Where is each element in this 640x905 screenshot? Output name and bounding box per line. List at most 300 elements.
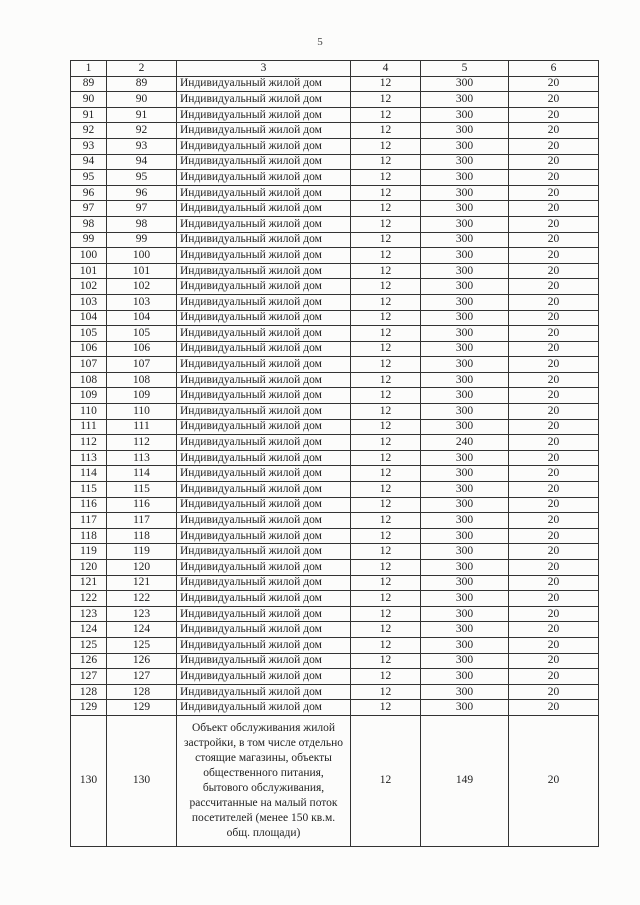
cell-description: Индивидуальный жилой дом (177, 435, 351, 451)
cell-col5: 300 (421, 170, 509, 186)
cell-description: Индивидуальный жилой дом (177, 279, 351, 295)
table-row (71, 466, 599, 482)
cell-index: 129 (107, 700, 177, 716)
table-row (71, 435, 599, 451)
cell-col4: 12 (351, 513, 421, 529)
header-cell: 5 (421, 61, 509, 77)
cell-col4: 12 (351, 138, 421, 154)
cell-index: 123 (107, 606, 177, 622)
cell-col5: 300 (421, 544, 509, 560)
cell-number: 122 (71, 591, 107, 607)
cell-description: Индивидуальный жилой дом (177, 154, 351, 170)
cell-col6: 20 (509, 700, 599, 716)
cell-number: 110 (71, 404, 107, 420)
cell-col6: 20 (509, 591, 599, 607)
cell-col6: 20 (509, 513, 599, 529)
cell-col5: 300 (421, 92, 509, 108)
cell-col4: 12 (351, 123, 421, 139)
cell-index: 114 (107, 466, 177, 482)
cell-description: Индивидуальный жилой дом (177, 637, 351, 653)
table-row (71, 92, 599, 108)
cell-col6: 20 (509, 185, 599, 201)
table-row (71, 248, 599, 264)
cell-col6: 20 (509, 450, 599, 466)
cell-col5: 300 (421, 419, 509, 435)
table-row (71, 279, 599, 295)
cell-description: Индивидуальный жилой дом (177, 263, 351, 279)
cell-index: 127 (107, 669, 177, 685)
cell-description: Индивидуальный жилой дом (177, 170, 351, 186)
table-row (71, 216, 599, 232)
cell-col4: 12 (351, 404, 421, 420)
cell-col6: 20 (509, 482, 599, 498)
cell-number: 115 (71, 482, 107, 498)
cell-col5: 300 (421, 263, 509, 279)
cell-description: Индивидуальный жилой дом (177, 684, 351, 700)
cell-col4: 12 (351, 450, 421, 466)
cell-col4: 12 (351, 279, 421, 295)
cell-description: Объект обслуживания жилой застройки, в том числе отдельно стоящие магазины, объекты общественного питания, бытового обслуживания, рассчитанные на малый поток посетителей (менее 150 кв.м. общ. площади) (177, 715, 351, 846)
cell-col6: 20 (509, 170, 599, 186)
table-row (71, 591, 599, 607)
cell-description: Индивидуальный жилой дом (177, 497, 351, 513)
table-row (71, 123, 599, 139)
cell-col5: 149 (421, 715, 509, 846)
cell-col5: 300 (421, 404, 509, 420)
cell-col4: 12 (351, 216, 421, 232)
cell-number: 119 (71, 544, 107, 560)
cell-number: 95 (71, 170, 107, 186)
cell-col6: 20 (509, 154, 599, 170)
cell-number: 128 (71, 684, 107, 700)
cell-index: 119 (107, 544, 177, 560)
cell-col5: 240 (421, 435, 509, 451)
table-row (71, 450, 599, 466)
cell-col4: 12 (351, 653, 421, 669)
cell-col4: 12 (351, 294, 421, 310)
table-row (71, 606, 599, 622)
cell-number: 129 (71, 700, 107, 716)
cell-number: 101 (71, 263, 107, 279)
cell-col5: 300 (421, 388, 509, 404)
cell-col6: 20 (509, 435, 599, 451)
cell-col4: 12 (351, 154, 421, 170)
cell-col6: 20 (509, 326, 599, 342)
cell-col5: 300 (421, 232, 509, 248)
cell-col5: 300 (421, 528, 509, 544)
cell-col4: 12 (351, 76, 421, 92)
cell-col6: 20 (509, 622, 599, 638)
table-row (71, 637, 599, 653)
table-row (71, 419, 599, 435)
cell-col5: 300 (421, 201, 509, 217)
cell-description: Индивидуальный жилой дом (177, 466, 351, 482)
cell-number: 97 (71, 201, 107, 217)
cell-col6: 20 (509, 560, 599, 576)
cell-index: 128 (107, 684, 177, 700)
table-row (71, 310, 599, 326)
table-row (71, 76, 599, 92)
header-cell: 4 (351, 61, 421, 77)
cell-index: 126 (107, 653, 177, 669)
cell-col6: 20 (509, 544, 599, 560)
cell-col6: 20 (509, 310, 599, 326)
cell-number: 100 (71, 248, 107, 264)
cell-number: 130 (71, 715, 107, 846)
cell-number: 107 (71, 357, 107, 373)
cell-number: 92 (71, 123, 107, 139)
cell-number: 90 (71, 92, 107, 108)
cell-col4: 12 (351, 326, 421, 342)
cell-col4: 12 (351, 622, 421, 638)
cell-col5: 300 (421, 294, 509, 310)
cell-number: 108 (71, 372, 107, 388)
cell-col6: 20 (509, 669, 599, 685)
cell-number: 127 (71, 669, 107, 685)
cell-number: 93 (71, 138, 107, 154)
table-row (71, 138, 599, 154)
cell-index: 90 (107, 92, 177, 108)
cell-number: 120 (71, 560, 107, 576)
cell-number: 112 (71, 435, 107, 451)
cell-col4: 12 (351, 637, 421, 653)
cell-col4: 12 (351, 107, 421, 123)
cell-col4: 12 (351, 419, 421, 435)
cell-col6: 20 (509, 341, 599, 357)
cell-description: Индивидуальный жилой дом (177, 185, 351, 201)
cell-col4: 12 (351, 715, 421, 846)
cell-description: Индивидуальный жилой дом (177, 310, 351, 326)
cell-number: 102 (71, 279, 107, 295)
cell-index: 116 (107, 497, 177, 513)
cell-index: 112 (107, 435, 177, 451)
cell-col6: 20 (509, 232, 599, 248)
table-row (71, 575, 599, 591)
cell-description: Индивидуальный жилой дом (177, 513, 351, 529)
cell-col5: 300 (421, 450, 509, 466)
cell-number: 99 (71, 232, 107, 248)
cell-col5: 300 (421, 513, 509, 529)
table-row (71, 544, 599, 560)
cell-col4: 12 (351, 528, 421, 544)
cell-index: 109 (107, 388, 177, 404)
cell-col4: 12 (351, 606, 421, 622)
table-row (71, 560, 599, 576)
cell-col6: 20 (509, 528, 599, 544)
table-row (71, 263, 599, 279)
cell-col5: 300 (421, 560, 509, 576)
cell-col6: 20 (509, 138, 599, 154)
cell-col4: 12 (351, 591, 421, 607)
cell-number: 94 (71, 154, 107, 170)
table-row (71, 201, 599, 217)
cell-col5: 300 (421, 154, 509, 170)
table-row (71, 107, 599, 123)
cell-number: 123 (71, 606, 107, 622)
table-row (71, 341, 599, 357)
cell-col5: 300 (421, 310, 509, 326)
table-header-row (71, 61, 599, 77)
cell-col5: 300 (421, 279, 509, 295)
cell-col4: 12 (351, 263, 421, 279)
table-row (71, 700, 599, 716)
table-row (71, 294, 599, 310)
cell-col6: 20 (509, 419, 599, 435)
cell-col6: 20 (509, 107, 599, 123)
cell-description: Индивидуальный жилой дом (177, 92, 351, 108)
cell-description: Индивидуальный жилой дом (177, 248, 351, 264)
cell-number: 91 (71, 107, 107, 123)
cell-number: 103 (71, 294, 107, 310)
cell-col6: 20 (509, 715, 599, 846)
cell-number: 98 (71, 216, 107, 232)
cell-description: Индивидуальный жилой дом (177, 294, 351, 310)
cell-col6: 20 (509, 357, 599, 373)
cell-index: 95 (107, 170, 177, 186)
cell-index: 124 (107, 622, 177, 638)
table-row (71, 622, 599, 638)
cell-col4: 12 (351, 544, 421, 560)
cell-description: Индивидуальный жилой дом (177, 450, 351, 466)
cell-col6: 20 (509, 263, 599, 279)
cell-col6: 20 (509, 216, 599, 232)
cell-number: 106 (71, 341, 107, 357)
cell-col6: 20 (509, 279, 599, 295)
cell-index: 91 (107, 107, 177, 123)
table-row (71, 653, 599, 669)
cell-number: 117 (71, 513, 107, 529)
cell-col6: 20 (509, 76, 599, 92)
cell-index: 130 (107, 715, 177, 846)
cell-description: Индивидуальный жилой дом (177, 606, 351, 622)
cell-index: 108 (107, 372, 177, 388)
cell-col4: 12 (351, 372, 421, 388)
cell-col5: 300 (421, 341, 509, 357)
cell-col6: 20 (509, 123, 599, 139)
cell-index: 97 (107, 201, 177, 217)
cell-index: 125 (107, 637, 177, 653)
table-row (71, 326, 599, 342)
cell-number: 126 (71, 653, 107, 669)
cell-index: 94 (107, 154, 177, 170)
cell-index: 111 (107, 419, 177, 435)
cell-col4: 12 (351, 575, 421, 591)
cell-description: Индивидуальный жилой дом (177, 123, 351, 139)
cell-description: Индивидуальный жилой дом (177, 232, 351, 248)
cell-col4: 12 (351, 435, 421, 451)
cell-col4: 12 (351, 669, 421, 685)
cell-description: Индивидуальный жилой дом (177, 419, 351, 435)
cell-description: Индивидуальный жилой дом (177, 388, 351, 404)
cell-col5: 300 (421, 248, 509, 264)
cell-col4: 12 (351, 466, 421, 482)
cell-index: 99 (107, 232, 177, 248)
table-row-last (71, 715, 599, 846)
cell-index: 104 (107, 310, 177, 326)
cell-index: 96 (107, 185, 177, 201)
cell-index: 118 (107, 528, 177, 544)
cell-col6: 20 (509, 388, 599, 404)
cell-col4: 12 (351, 201, 421, 217)
cell-col6: 20 (509, 575, 599, 591)
cell-index: 93 (107, 138, 177, 154)
cell-number: 96 (71, 185, 107, 201)
cell-col5: 300 (421, 700, 509, 716)
header-cell: 6 (509, 61, 599, 77)
cell-description: Индивидуальный жилой дом (177, 560, 351, 576)
cell-col4: 12 (351, 92, 421, 108)
cell-col5: 300 (421, 684, 509, 700)
cell-index: 106 (107, 341, 177, 357)
cell-number: 118 (71, 528, 107, 544)
cell-col5: 300 (421, 138, 509, 154)
header-cell: 1 (71, 61, 107, 77)
cell-description: Индивидуальный жилой дом (177, 357, 351, 373)
cell-col5: 300 (421, 637, 509, 653)
cell-col6: 20 (509, 466, 599, 482)
cell-col6: 20 (509, 684, 599, 700)
cell-col6: 20 (509, 248, 599, 264)
cell-description: Индивидуальный жилой дом (177, 341, 351, 357)
cell-col6: 20 (509, 372, 599, 388)
cell-description: Индивидуальный жилой дом (177, 669, 351, 685)
cell-description: Индивидуальный жилой дом (177, 622, 351, 638)
cell-col4: 12 (351, 560, 421, 576)
cell-col5: 300 (421, 216, 509, 232)
table-row (71, 185, 599, 201)
cell-description: Индивидуальный жилой дом (177, 138, 351, 154)
cell-description: Индивидуальный жилой дом (177, 201, 351, 217)
cell-description: Индивидуальный жилой дом (177, 216, 351, 232)
table-row (71, 497, 599, 513)
cell-number: 105 (71, 326, 107, 342)
cell-index: 102 (107, 279, 177, 295)
cell-number: 109 (71, 388, 107, 404)
cell-description: Индивидуальный жилой дом (177, 528, 351, 544)
cell-col5: 300 (421, 372, 509, 388)
cell-col5: 300 (421, 575, 509, 591)
cell-index: 113 (107, 450, 177, 466)
table-row (71, 528, 599, 544)
table-row (71, 513, 599, 529)
cell-number: 124 (71, 622, 107, 638)
cell-col5: 300 (421, 653, 509, 669)
cell-col4: 12 (351, 232, 421, 248)
table-row (71, 404, 599, 420)
cell-index: 103 (107, 294, 177, 310)
cell-col5: 300 (421, 123, 509, 139)
cell-col6: 20 (509, 201, 599, 217)
cell-col5: 300 (421, 185, 509, 201)
table-row (71, 388, 599, 404)
cell-description: Индивидуальный жилой дом (177, 372, 351, 388)
table-row (71, 232, 599, 248)
cell-number: 116 (71, 497, 107, 513)
cell-col6: 20 (509, 653, 599, 669)
cell-index: 105 (107, 326, 177, 342)
table-row (71, 372, 599, 388)
cell-col4: 12 (351, 357, 421, 373)
table-row (71, 482, 599, 498)
cell-description: Индивидуальный жилой дом (177, 700, 351, 716)
cell-description: Индивидуальный жилой дом (177, 76, 351, 92)
cell-description: Индивидуальный жилой дом (177, 653, 351, 669)
cell-number: 111 (71, 419, 107, 435)
cell-index: 107 (107, 357, 177, 373)
table-row (71, 357, 599, 373)
cell-col5: 300 (421, 669, 509, 685)
cell-description: Индивидуальный жилой дом (177, 544, 351, 560)
cell-col5: 300 (421, 591, 509, 607)
table-body (71, 61, 599, 847)
cell-description: Индивидуальный жилой дом (177, 482, 351, 498)
cell-col5: 300 (421, 497, 509, 513)
cell-number: 121 (71, 575, 107, 591)
cell-index: 115 (107, 482, 177, 498)
cell-col5: 300 (421, 482, 509, 498)
cell-number: 89 (71, 76, 107, 92)
cell-description: Индивидуальный жилой дом (177, 107, 351, 123)
cell-col6: 20 (509, 92, 599, 108)
table-row (71, 684, 599, 700)
table-row (71, 669, 599, 685)
cell-index: 92 (107, 123, 177, 139)
cell-col5: 300 (421, 326, 509, 342)
cell-index: 122 (107, 591, 177, 607)
cell-index: 121 (107, 575, 177, 591)
cell-index: 98 (107, 216, 177, 232)
cell-index: 101 (107, 263, 177, 279)
cell-description: Индивидуальный жилой дом (177, 575, 351, 591)
cell-index: 117 (107, 513, 177, 529)
cell-col4: 12 (351, 170, 421, 186)
cell-number: 114 (71, 466, 107, 482)
cell-index: 100 (107, 248, 177, 264)
cell-col4: 12 (351, 684, 421, 700)
cell-description: Индивидуальный жилой дом (177, 404, 351, 420)
cell-col4: 12 (351, 310, 421, 326)
cell-col5: 300 (421, 622, 509, 638)
cell-number: 104 (71, 310, 107, 326)
cell-number: 125 (71, 637, 107, 653)
cell-col6: 20 (509, 606, 599, 622)
header-cell: 2 (107, 61, 177, 77)
cell-number: 113 (71, 450, 107, 466)
cell-index: 120 (107, 560, 177, 576)
cell-col4: 12 (351, 341, 421, 357)
cell-col5: 300 (421, 466, 509, 482)
cell-col5: 300 (421, 76, 509, 92)
cell-col4: 12 (351, 497, 421, 513)
table-row (71, 154, 599, 170)
table-row (71, 170, 599, 186)
cell-index: 110 (107, 404, 177, 420)
cell-col4: 12 (351, 700, 421, 716)
cell-col5: 300 (421, 107, 509, 123)
cell-col5: 300 (421, 606, 509, 622)
cell-col4: 12 (351, 185, 421, 201)
cell-col4: 12 (351, 248, 421, 264)
cell-col6: 20 (509, 404, 599, 420)
header-cell: 3 (177, 61, 351, 77)
cell-col6: 20 (509, 294, 599, 310)
data-table (70, 60, 599, 847)
cell-index: 89 (107, 76, 177, 92)
cell-description: Индивидуальный жилой дом (177, 326, 351, 342)
cell-col6: 20 (509, 497, 599, 513)
cell-description: Индивидуальный жилой дом (177, 591, 351, 607)
cell-col6: 20 (509, 637, 599, 653)
